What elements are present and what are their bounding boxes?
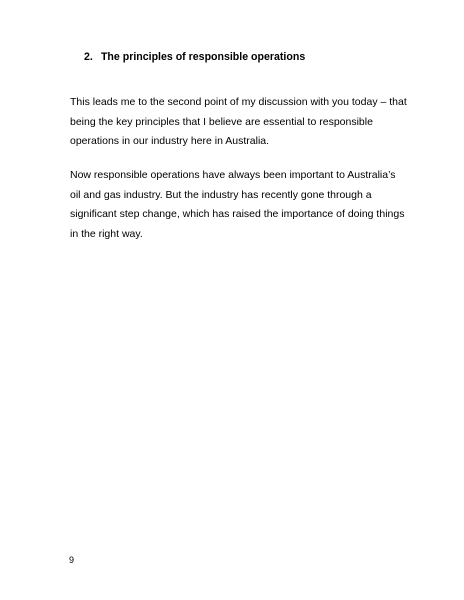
paragraph-2 [70,166,410,244]
paragraph-line: significant step change, which has raised the importance of doing things [70,208,405,220]
paragraph-1 [70,93,410,152]
paragraph-line: oil and gas industry. But the industry has recently gone through a [70,188,372,201]
section-title: The principles of responsible operations [100,51,306,63]
paragraph-line: operations in our industry here in Australia. [70,135,270,147]
section-heading [84,50,305,64]
paragraph-line: Now responsible operations have always been important to Australia’s [70,169,396,181]
page-number: 9 [69,555,75,565]
paragraph-line: being the key principles that I believe are essential to responsible [70,115,373,128]
paragraph-line: This leads me to the second point of my discussion with you today – that [70,96,407,108]
section-number: 2. [84,51,93,63]
paragraph-line: in the right way. [70,227,143,240]
